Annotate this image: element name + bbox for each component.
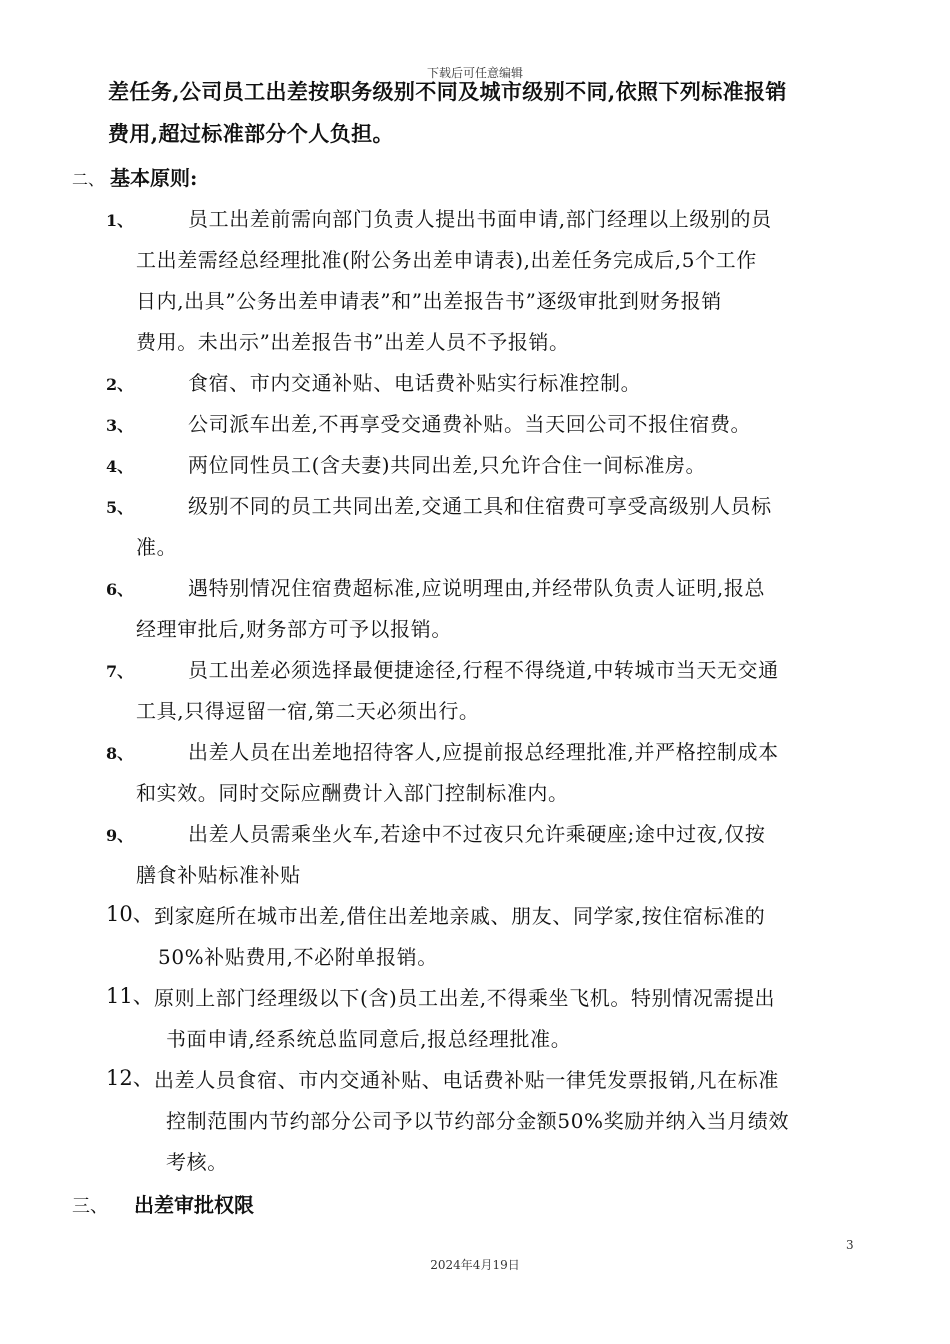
section-3-heading [72,1189,254,1218]
item-3-number: 3、 [106,416,134,435]
item-2-line-1: 食宿、市内交通补贴、电话费补贴实行标准控制。 [188,371,642,395]
item-7-number: 7、 [106,662,134,681]
item-5-line-2: 准。 [136,535,178,559]
item-4-line-1: 两位同性员工(含夫妻)共同出差,只允许合住一间标准房。 [188,453,707,477]
item-12-line-3: 考核。 [166,1150,228,1174]
item-6-number: 6、 [106,580,134,599]
item-12-line-2: 控制范围内节约部分公司予以节约部分金额50%奖励并纳入当月绩效 [166,1109,790,1133]
item-9-line-2: 膳食补贴标准补贴 [136,863,301,887]
item-1-line-3: 日内,出具”公务出差申请表”和”出差报告书”逐级审批到财务报销 [136,289,722,313]
section-3-number: 三、 [72,1196,108,1217]
page-number: 3 [846,1238,854,1252]
item-11-number: 11、 [106,984,154,1008]
section-2-title: 基本原则: [110,166,198,190]
page-header: 下载后可任意编辑 [426,66,523,80]
item-10-line-2: 50%补贴费用,不必附单报销。 [158,945,438,969]
item-12-number: 12、 [106,1066,154,1090]
item-4-number: 4、 [106,457,134,476]
footer-date: 2024年4月19日 [430,1258,520,1272]
item-7-line-2: 工具,只得逗留一宿,第二天必须出行。 [136,699,480,723]
section-2-heading [72,162,197,191]
item-8-line-2: 和实效。同时交际应酬费计入部门控制标准内。 [136,781,569,805]
item-6-line-2: 经理审批后,财务部方可予以报销。 [136,617,452,641]
item-11-line-2: 书面申请,经系统总监同意后,报总经理批准。 [166,1027,572,1051]
item-10-number: 10、 [106,902,154,926]
item-5-line-1: 级别不同的员工共同出差,交通工具和住宿费可享受高级别人员标 [188,494,772,518]
item-2-number: 2、 [106,375,134,394]
item-3-line-1: 公司派车出差,不再享受交通费补贴。当天回公司不报住宿费。 [188,412,752,436]
item-8-number: 8、 [106,744,134,763]
item-9-line-1: 出差人员需乘坐火车,若途中不过夜只允许乘硬座;途中过夜,仅按 [188,822,766,846]
section-2-number: 二、 [72,170,105,189]
item-8-line-1: 出差人员在出差地招待客人,应提前报总经理批准,并严格控制成本 [188,740,779,764]
item-10-line-1: 到家庭所在城市出差,借住出差地亲戚、朋友、同学家,按住宿标准的 [154,904,766,928]
item-7-line-1: 员工出差必须选择最便捷途径,行程不得绕道,中转城市当天无交通 [188,658,779,682]
item-1-line-1: 员工出差前需向部门负责人提出书面申请,部门经理以上级别的员 [188,207,772,231]
item-5-number: 5、 [106,498,134,517]
item-12-line-1: 出差人员食宿、市内交通补贴、电话费补贴一律凭发票报销,凡在标准 [154,1068,779,1092]
item-1-number: 1、 [106,211,134,230]
item-1-line-2: 工出差需经总经理批准(附公务出差申请表),出差任务完成后,5个工作 [136,248,757,272]
intro-line-1: 差任务,公司员工出差按职务级别不同及城市级别不同,依照下列标准报销 [108,79,787,104]
section-3-title: 出差审批权限 [134,1193,254,1217]
item-11-line-1: 原则上部门经理级以下(含)员工出差,不得乘坐飞机。特别情况需提出 [154,986,776,1010]
item-1-line-4: 费用。未出示”出差报告书”出差人员不予报销。 [136,330,570,354]
item-6-line-1: 遇特别情况住宿费超标准,应说明理由,并经带队负责人证明,报总 [188,576,766,600]
item-9-number: 9、 [106,826,134,845]
intro-line-2: 费用,超过标准部分个人负担。 [108,121,394,146]
